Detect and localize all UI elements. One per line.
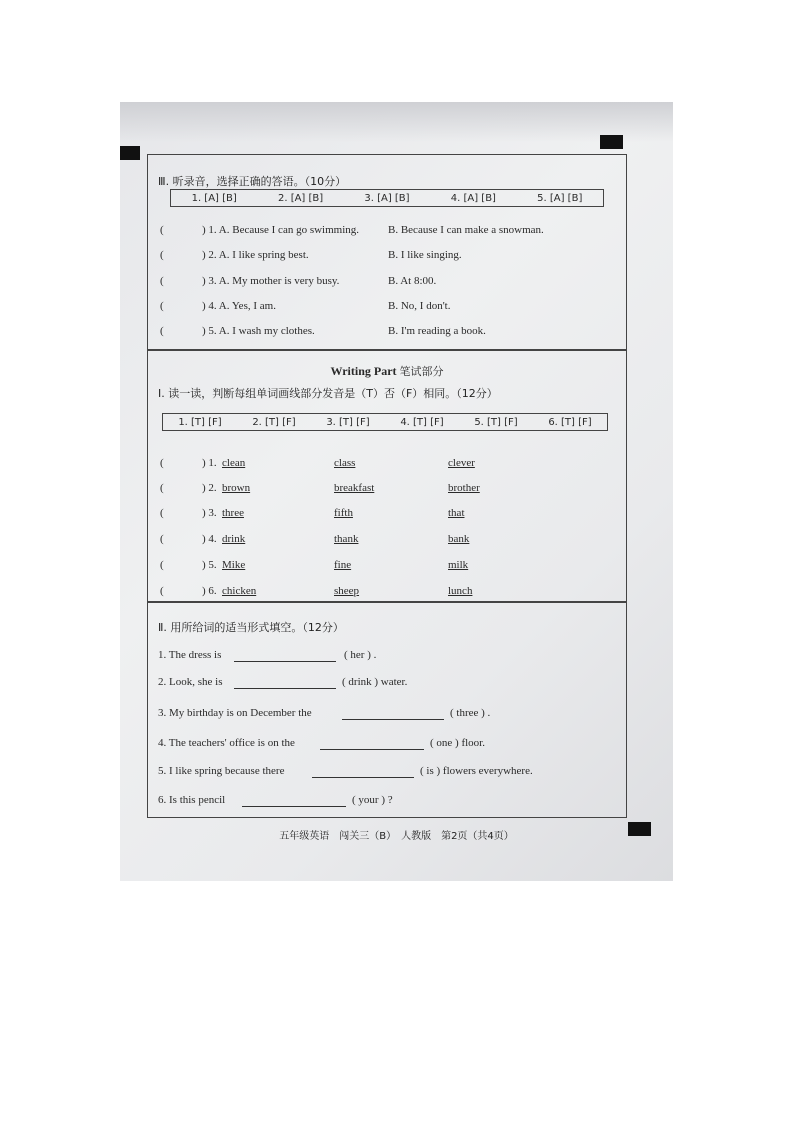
listening-answer-box — [170, 189, 604, 207]
answer-paren[interactable]: ( — [160, 482, 164, 494]
answer-paren[interactable]: ( — [160, 559, 164, 571]
answer-paren[interactable]: ( — [160, 533, 164, 545]
answer-choice[interactable]: 2. [A] [B] — [277, 192, 324, 204]
answer-choice[interactable]: 5. [T] [F] — [474, 416, 518, 428]
corner-marker — [120, 146, 140, 160]
answer-choice[interactable]: 4. [A] [B] — [450, 192, 496, 204]
answer-blank[interactable] — [234, 688, 336, 689]
fill-in-section: Ⅱ. 用所给词的适当形式填空。（12分） 1. The dress is ( her ) . 2. Look, she is ( drink ) water. 3. My birthday is on December the ( three ) . 4. The teachers' office is on the ( one ) floor. 5. I like spring because there ( is ) flowers everywhere. 6. Is this pencil ( your ) ? — [147, 602, 627, 818]
listening-section: Ⅲ. 听录音，选择正确的答语。（10分） 1. [A] [B] 2. [A] [B] 3. [A] [B] 4. [A] [B] 5. [A] [B] ( ) 1. A. Because I can go swimming. B. Because I can make a snowman. ( ) 2. A. I like spring best. B. I like singing. ( ) 3. A. My mother is very busy. B. At 8:00. ( ) 4. A. Yes, I am. B. No, I don't. ( ) 5. A. I wash my clothes. B. I'm reading a book. — [147, 154, 627, 350]
listening-heading: Ⅲ. 听录音，选择正确的答语。（10分） — [158, 175, 347, 188]
page-footer: 五年级英语 闯关三（B） 人教版 第2页（共4页） — [279, 831, 514, 842]
answer-choice[interactable]: 1. [A] [B] — [191, 192, 237, 204]
answer-choice[interactable]: 3. [T] [F] — [326, 416, 370, 428]
answer-paren[interactable]: ( — [160, 275, 164, 287]
answer-blank[interactable] — [342, 719, 444, 720]
pronunciation-heading: Ⅰ. 读一读，判断每组单词画线部分发音是（T）否（F）相同。（12分） — [158, 387, 498, 400]
answer-paren[interactable]: ( — [160, 507, 164, 519]
answer-choice[interactable]: 6. [T] [F] — [548, 416, 592, 428]
answer-choice[interactable]: 1. [T] [F] — [178, 416, 222, 428]
pronunciation-answer-box — [162, 413, 608, 431]
pronunciation-section: Writing Part 笔试部分 Ⅰ. 读一读，判断每组单词画线部分发音是（T）否（F）相同。（12分） 1. [T] [F] 2. [T] [F] 3. [T] [F] 4. [T] [F] 5. [T] [F] 6. [T] [F] ( ) 1. clean class clever ( ) 2. brown breakfast brother ( ) 3. three fifth that ( ) 4. drink thank bank ( ) 5. Mike fine milk ( ) 6. chicken sheep lunch — [147, 350, 627, 602]
answer-blank[interactable] — [242, 806, 346, 807]
answer-blank[interactable] — [320, 749, 424, 750]
answer-paren[interactable]: ( — [160, 249, 164, 261]
answer-choice[interactable]: 2. [T] [F] — [252, 416, 296, 428]
corner-marker — [600, 135, 623, 149]
answer-choice[interactable]: 3. [A] [B] — [364, 192, 410, 204]
answer-choice[interactable]: 4. [T] [F] — [400, 416, 444, 428]
exam-photo — [120, 102, 673, 881]
answer-paren[interactable]: ( — [160, 224, 164, 236]
answer-paren[interactable]: ( — [160, 585, 164, 597]
writing-part-title: Writing Part 笔试部分 — [330, 364, 444, 378]
answer-paren[interactable]: ( — [160, 457, 164, 469]
fill-in-heading: Ⅱ. 用所给词的适当形式填空。（12分） — [158, 621, 344, 634]
answer-blank[interactable] — [234, 661, 336, 662]
answer-choice[interactable]: 5. [A] [B] — [537, 192, 583, 204]
answer-blank[interactable] — [312, 777, 414, 778]
answer-paren[interactable]: ( — [160, 325, 164, 337]
answer-paren[interactable]: ( — [160, 300, 164, 312]
